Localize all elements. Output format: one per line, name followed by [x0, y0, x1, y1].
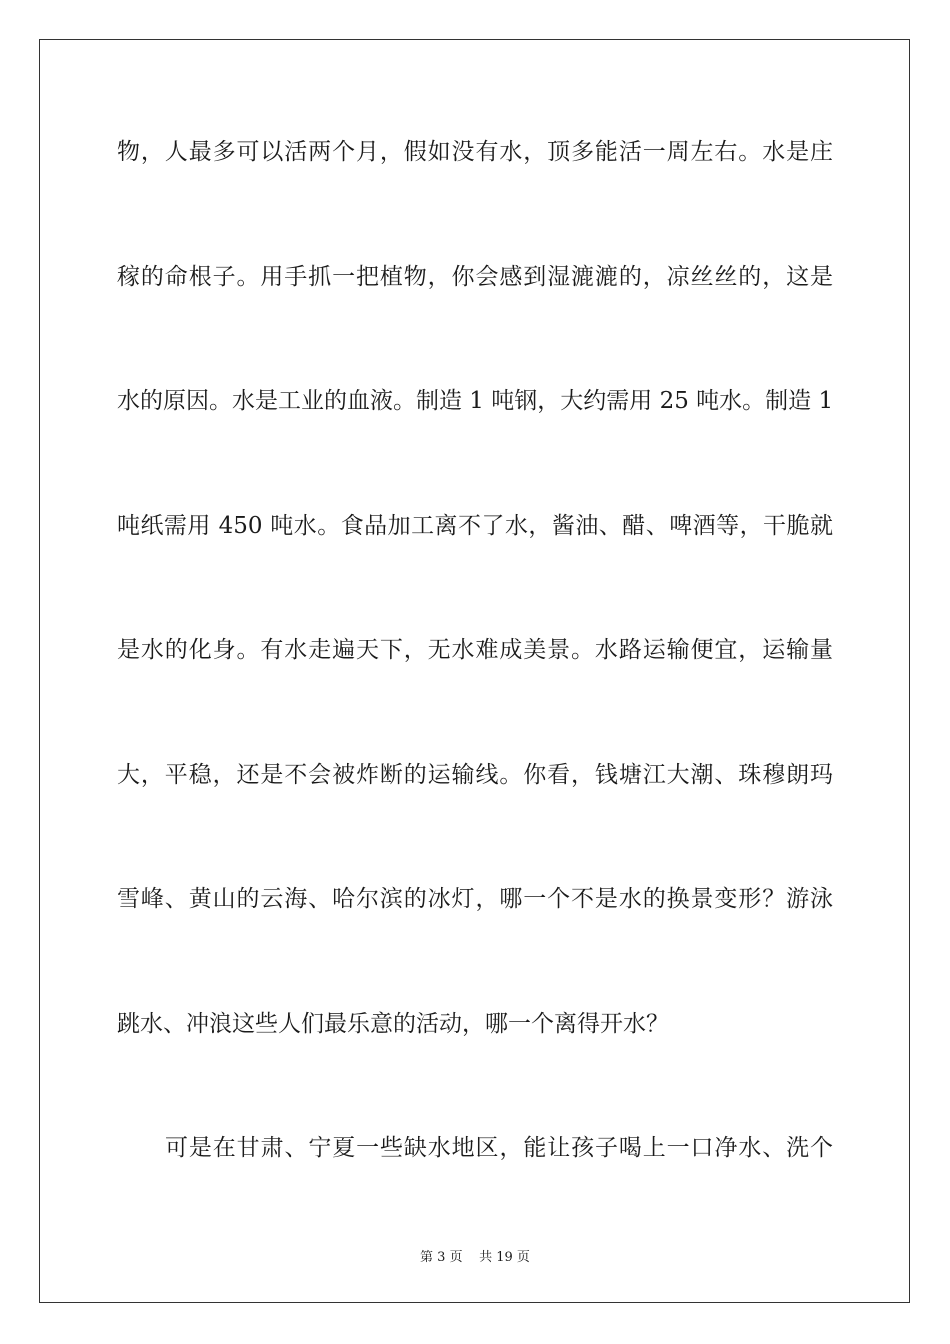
page-border [39, 39, 910, 1303]
text-line-2: 稼的命根子。用手抓一把植物，你会感到湿漉漉的，凉丝丝的，这是 [117, 264, 833, 290]
text-line-6: 大，平稳，还是不会被炸断的运输线。你看，钱塘江大潮、珠穆朗玛 [117, 762, 833, 788]
page-footer [0, 1249, 950, 1267]
text-line-9: 可是在甘肃、宁夏一些缺水地区，能让孩子喝上一口净水、洗个 [165, 1135, 833, 1161]
text-line-4: 吨纸需用 450 吨水。食品加工离不了水，酱油、醋、啤酒等，干脆就 [117, 513, 833, 539]
text-line-7: 雪峰、黄山的云海、哈尔滨的冰灯，哪一个不是水的换景变形？游泳 [117, 886, 833, 912]
text-line-1: 物，人最多可以活两个月，假如没有水，顶多能活一周左右。水是庄 [117, 139, 833, 165]
text-line-5: 是水的化身。有水走遍天下，无水难成美景。水路运输便宜，运输量 [117, 637, 833, 663]
page-number: 第 3 页 [420, 1250, 463, 1265]
page-total: 共 19 页 [479, 1250, 530, 1265]
text-line-3: 水的原因。水是工业的血液。制造 1 吨钢，大约需用 25 吨水。制造 1 [117, 388, 834, 414]
text-line-8: 跳水、冲浪这些人们最乐意的活动，哪一个离得开水？ [117, 1011, 669, 1037]
